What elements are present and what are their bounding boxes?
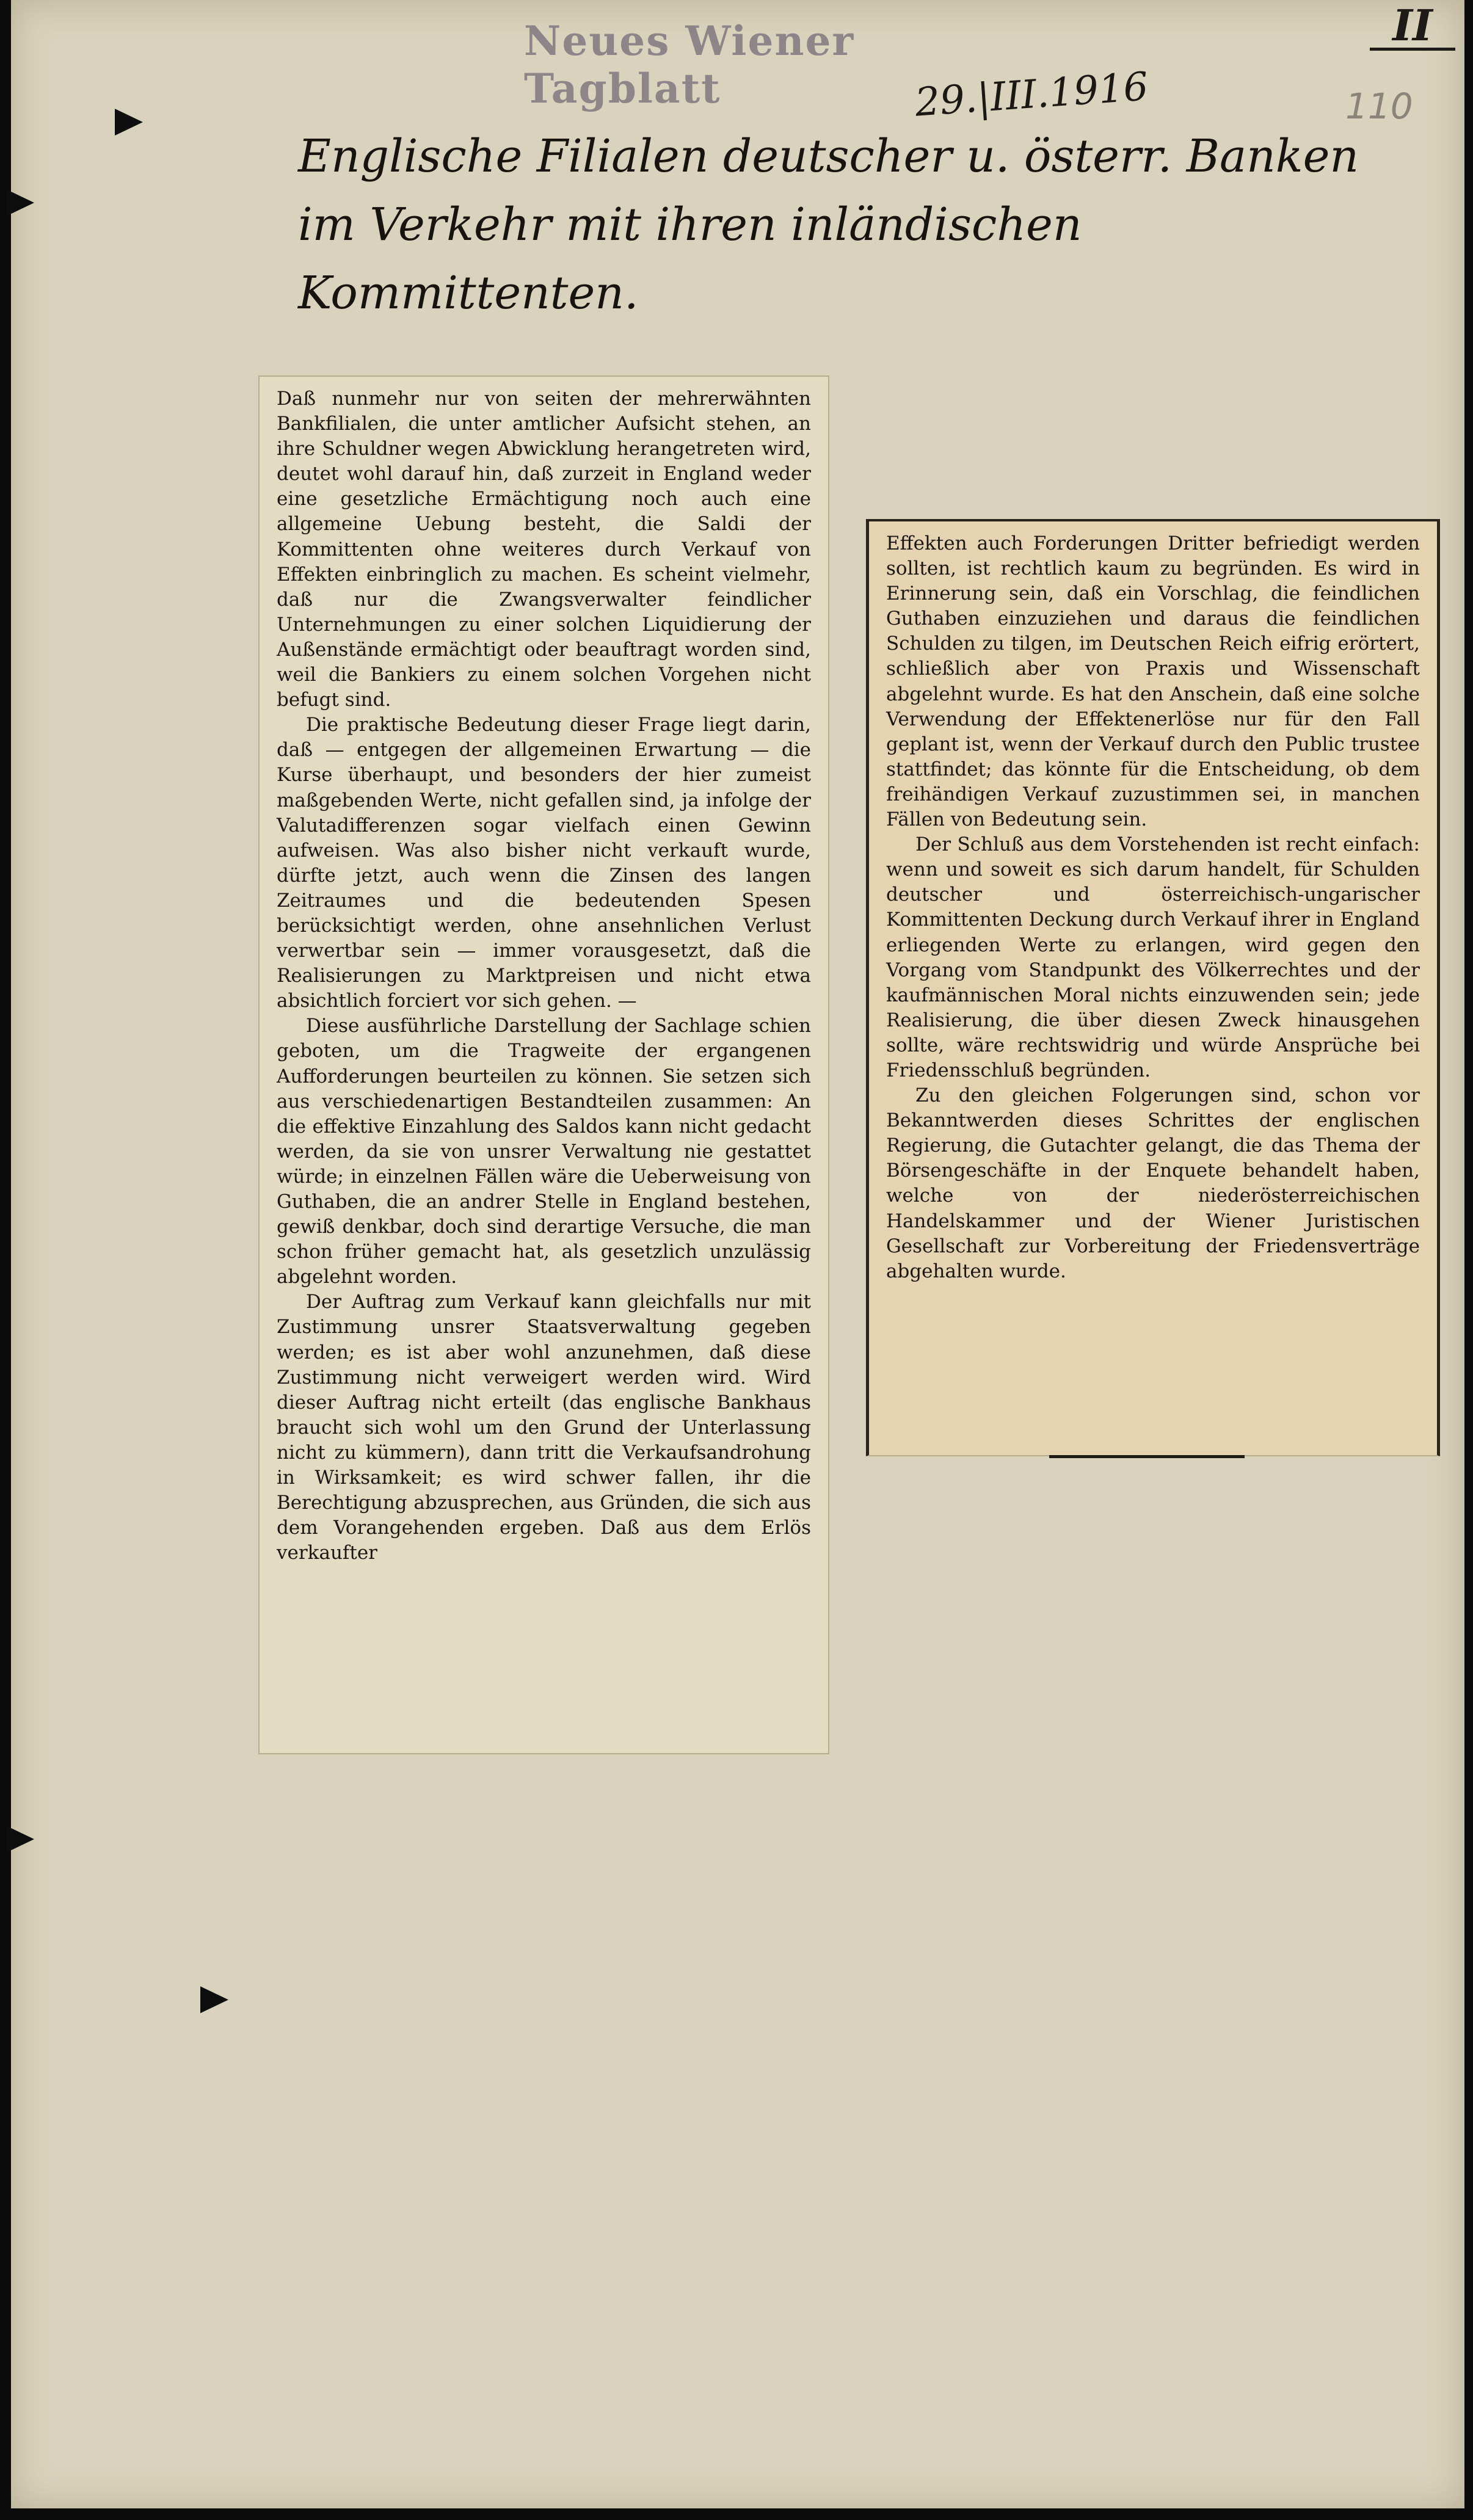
end-of-article-rule xyxy=(1049,1455,1245,1458)
newspaper-clipping-left xyxy=(258,376,829,1754)
article-paragraph: Daß nunmehr nur von seiten der mehrerwähnten Bankfilialen, die unter amtlicher Aufsicht stehen, an ihre Schuldner wegen Abwicklung herangetreten wird, deutet wohl darauf hin, daß zurzeit in England weder eine gesetzliche Ermächtigung noch auch eine allgemeine Uebung besteht, die Saldi der Kommittenten ohne weiteres durch Verkauf von Effekten einbringlich zu machen. Es scheint vielmehr, daß nur die Zwangsverwalter feindlicher Unternehmungen zu einer solchen Liquidierung der Außenstände ermächtigt oder beauftragt worden sind, weil die Bankiers zu einem solchen Vorgehen nicht befugt sind. xyxy=(277,388,811,711)
article-paragraph: Diese ausführliche Darstellung der Sachlage schien geboten, um die Tragweite der ergangenen Aufforderungen beurteilen zu können. Sie setzen sich aus verschiedenartigen Bestandteilen zusammen: An die effektive Einzahlung des Saldos kann nicht gedacht werden, da sie von unsrer Verwaltung nie gestattet würde; in einzelnen Fällen wäre die Ueberweisung von Guthaben, die an andrer Stelle in England bestehen, gewiß denkbar, doch sind derartige Versuche, die man schon früher gemacht hat, als gesetzlich unzulässig abgelehnt worden. xyxy=(277,1015,811,1288)
pencil-page-number: 110 xyxy=(1345,85,1413,127)
article-paragraph: Effekten auch Forderungen Dritter befriedigt werden sollten, ist rechtlich kaum zu begründen. Es wird in Erinnerung sein, daß ein Vorschlag, die feindlichen Guthaben einzuziehen und daraus die feindlichen Schulden zu tilgen, im Deutschen Reich eifrig erörtert, schließlich aber von Praxis und Wissenschaft abgelehnt wurde. Es hat den Anschein, daß eine solche Verwendung der Effektenerlöse nur für den Fall geplant ist, wenn der Verkauf durch den Public trustee stattfindet; das könnte für die Entscheidung, ob dem freihändigen Verkauf zuzustimmen sei, in manchen Fällen von Bedeutung sein. xyxy=(886,532,1420,831)
punch-hole-marker xyxy=(6,189,34,216)
newspaper-clipping-right xyxy=(866,519,1440,1456)
punch-hole-marker xyxy=(6,1826,34,1853)
archive-sheet xyxy=(11,0,1464,2508)
article-paragraph: Der Auftrag zum Verkauf kann gleichfalls nur mit Zustimmung unsrer Staatsverwaltung gegeben werden; es ist aber wohl anzunehmen, daß diese Zustimmung nicht verweigert werden wird. Wird dieser Auftrag nicht erteilt (das englische Bankhaus braucht sich wohl um den Grund der Unterlassung nicht zu kümmern), dann tritt die Verkaufsandrohung in Wirksamkeit; es wird schwer fallen, ihr die Berechtigung abzusprechen, aus Gründen, die sich aus dem Vorangehenden ergeben. Daß aus dem Erlös verkaufter xyxy=(277,1291,811,1564)
punch-hole-marker xyxy=(115,109,143,136)
punch-hole-marker xyxy=(200,1986,228,2013)
article-paragraph: Die praktische Bedeutung dieser Frage liegt darin, daß — entgegen der allgemeinen Erwartung — die Kurse überhaupt, und besonders der hier zumeist maßgebenden Werte, nicht gefallen sind, ja infolge der Valutadifferenzen sogar vielfach einen Gewinn aufweisen. Was also bisher nicht verkauft wurde, dürfte jetzt, auch wenn die Zinsen des langen Zeitraumes und die bedeutenden Spesen berücksichtigt werden, ohne ansehnlichen Verlust verwertbar sein — immer vorausgesetzt, daß die Realisierungen zu Marktpreisen und nicht etwa absichtlich forciert vor sich gehen. — xyxy=(277,714,811,1012)
handwritten-title: Englische Filialen deutscher u. österr. Banken im Verkehr mit ihren inländischen Kommittenten. xyxy=(298,130,1359,319)
newspaper-name-stamp: Neues Wiener Tagblatt xyxy=(524,17,855,112)
handwritten-date: 29.|III.1916 xyxy=(914,64,1150,126)
article-paragraph: Zu den gleichen Folgerungen sind, schon vor Bekanntwerden dieses Schrittes der englischen Regierung, die Gutachter gelangt, die das Thema der Börsengeschäfte in der Enquete behandelt haben, welche von der niederösterreichischen Handelskammer und der Wiener Juristischen Gesellschaft zur Vorbereitung der Friedensverträge abgehalten wurde. xyxy=(886,1084,1420,1282)
sheet-number: II xyxy=(1370,4,1455,51)
article-paragraph: Der Schluß aus dem Vorstehenden ist recht einfach: wenn und soweit es sich darum handelt, für Schulden deutscher und österreichisch-ungarischer Kommittenten Deckung durch Verkauf ihrer in England erliegenden Werte zu erlangen, wird gegen den Vorgang vom Standpunkt des Völkerrechtes und der kaufmännischen Moral nichts einzuwenden sein; jede Realisierung, die über diesen Zweck hinausgehen sollte, wäre rechtswidrig und würde Ansprüche bei Friedensschluß begründen. xyxy=(886,833,1420,1081)
